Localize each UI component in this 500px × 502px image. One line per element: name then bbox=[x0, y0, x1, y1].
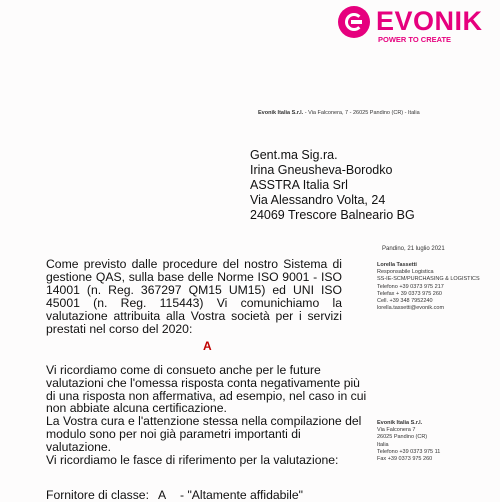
class-label: Fornitore di classe: bbox=[46, 488, 149, 502]
address-fax: Fax +39 0373 975 260 bbox=[377, 456, 433, 463]
contact-role: Responsabile Logistica bbox=[377, 269, 434, 276]
sender-company: Evonik Italia S.r.l. bbox=[258, 110, 304, 116]
recipient-line: Irina Gneusheva-Borodko bbox=[250, 163, 393, 177]
paragraph-line: valutazione. bbox=[46, 439, 112, 454]
reminder-paragraph bbox=[46, 363, 367, 467]
evonik-logo bbox=[338, 6, 488, 42]
address-country: Italia bbox=[377, 441, 389, 448]
company-address-block bbox=[377, 420, 440, 463]
recipient-line: 24069 Trescore Balneario BG bbox=[250, 208, 415, 222]
logo-wordmark: EVONIK bbox=[376, 6, 483, 36]
paragraph-line: di una risposta non affermativa, ad esempio, nel caso in cui bbox=[46, 388, 367, 403]
contact-email: lorella.tassetti@evonik.com bbox=[377, 305, 445, 312]
recipient-line: Via Alessandro Volta, 24 bbox=[250, 193, 386, 207]
paragraph-line: Vi ricordiamo le fasce di riferimento per la valutazione: bbox=[46, 452, 339, 467]
recipient-line: ASSTRA Italia Srl bbox=[250, 178, 348, 192]
logo-tagline: POWER TO CREATE bbox=[378, 35, 452, 44]
recipient-line: Gent.ma Sig.ra. bbox=[250, 148, 338, 162]
recipient-block bbox=[250, 148, 415, 223]
contact-name: Lorella Tassetti bbox=[377, 262, 417, 268]
paragraph-line: La Vostra cura e l'attenzione stessa nella compilazione del bbox=[46, 414, 362, 429]
sender-address: - Via Falconera, 7 - 26025 Pandino (CR) - Italia bbox=[304, 110, 420, 116]
paragraph-line: modulo sono per noi già parametri importanti di bbox=[46, 426, 301, 441]
contact-mobile: Cell. +39 348 7952240 bbox=[377, 298, 433, 305]
class-grade: A bbox=[158, 488, 167, 502]
evaluation-grade: A bbox=[203, 339, 212, 353]
address-phone: Telefono +39 0373 975 11 bbox=[377, 448, 441, 455]
contact-block bbox=[377, 262, 480, 312]
paragraph-line: valutazioni che l'omessa risposta conta negativamente più bbox=[46, 375, 360, 390]
address-company: Evonik Italia S.r.l. bbox=[377, 420, 423, 426]
paragraph-line: non abbiate alcuna certificazione. bbox=[46, 401, 227, 416]
address-city: 26025 Pandino (CR) bbox=[377, 434, 428, 441]
class-description: - "Altamente affidabile" bbox=[180, 488, 303, 502]
contact-phone: Telefono +39 0373 975 217 bbox=[377, 283, 444, 290]
paragraph-line: Vi ricordiamo come di consueto anche per le future bbox=[46, 363, 321, 377]
address-street: Via Falconera 7 bbox=[377, 427, 416, 434]
contact-fax: Telefax + 39 0373 975 260 bbox=[377, 290, 442, 297]
contact-dept: SS-IE-SCM/PURCHASING & LOGISTICS bbox=[377, 276, 480, 283]
evonik-logo-mark-icon bbox=[338, 6, 370, 38]
sender-line bbox=[258, 110, 420, 116]
intro-paragraph: Come previsto dalle procedure del nostro Sistema di gestione QAS, sulla base delle Norme ISO 9001 - ISO 14001 (n. Reg. 367297 QM15 UM15) ed UNI ISO 45001 (n. Reg. 115443) Vi comunichiamo la valutazione attribuita alla Vostra società per i servizi prestati nel corso del 2020: bbox=[46, 257, 342, 336]
letter-date: Pandino, 21 luglio 2021 bbox=[382, 246, 445, 252]
